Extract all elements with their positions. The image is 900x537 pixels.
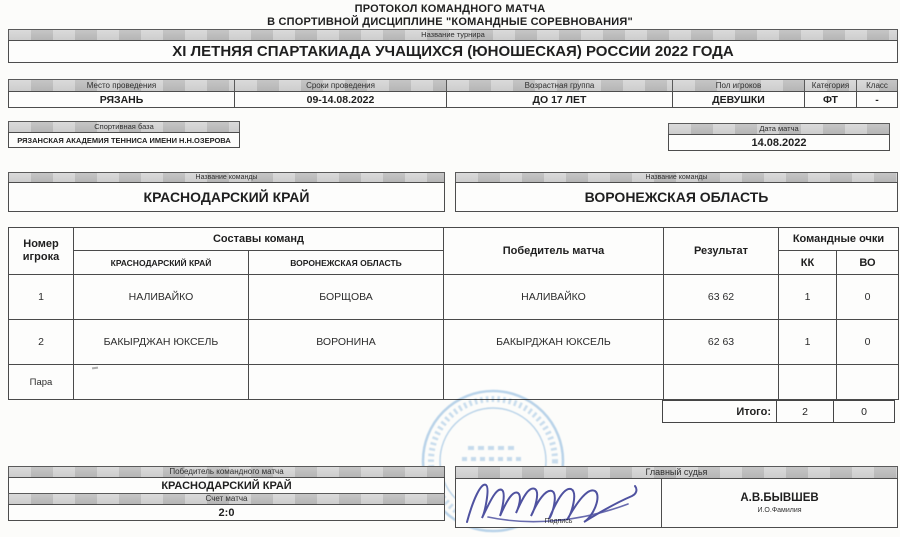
totals-row	[663, 400, 895, 423]
chief-referee-label: Главный судья	[455, 466, 898, 479]
cell-player-number: Пара	[9, 365, 74, 400]
totals-vo: 0	[833, 400, 895, 423]
cell-result: 62 63	[664, 320, 779, 365]
sports-base-label: Спортивная база	[8, 121, 240, 133]
match-score-value: 2:0	[8, 504, 445, 521]
table-header-row-1	[9, 228, 899, 251]
team-box-left	[8, 172, 445, 212]
cell-team2-player: БОРЩОВА	[249, 275, 444, 320]
cell-team1-player	[74, 365, 249, 400]
cell-vo	[837, 365, 899, 400]
table-row-match-2	[9, 320, 899, 365]
field-value: -	[856, 91, 898, 108]
cell-winner: БАКЫРДЖАН ЮКСЕЛЬ	[444, 320, 664, 365]
chief-referee-section	[455, 466, 898, 528]
col-header-kk: КК	[779, 251, 837, 275]
col-header-team-points: Командные очки	[779, 228, 899, 251]
cell-result: 63 62	[664, 275, 779, 320]
cell-kk	[779, 365, 837, 400]
cell-team1-player: БАКЫРДЖАН ЮКСЕЛЬ	[74, 320, 249, 365]
cell-winner: НАЛИВАЙКО	[444, 275, 664, 320]
cell-kk: 1	[779, 320, 837, 365]
field-category	[804, 79, 857, 108]
event-info-strip	[8, 79, 898, 108]
team-name-label: Название команды	[455, 172, 898, 183]
tournament-section	[8, 29, 898, 63]
field-value: 09-14.08.2022	[234, 91, 447, 108]
signature-caption: Подпись	[544, 518, 573, 525]
team-name-label: Название команды	[8, 172, 445, 183]
field-dates	[234, 79, 447, 108]
col-header-vo: ВО	[837, 251, 899, 275]
col-header-team1: КРАСНОДАРСКИЙ КРАЙ	[74, 251, 249, 275]
field-value: ДЕВУШКИ	[672, 91, 805, 108]
sports-base-value: РЯЗАНСКАЯ АКАДЕМИЯ ТЕННИСА ИМЕНИ Н.Н.ОЗЕРОВА	[8, 132, 240, 148]
cell-player-number: 1	[9, 275, 74, 320]
table-row-doubles	[9, 365, 899, 400]
field-label: Место проведения	[8, 79, 235, 92]
team-name-right: ВОРОНЕЖСКАЯ ОБЛАСТЬ	[455, 182, 898, 212]
results-table	[8, 227, 899, 400]
title-line-2: В СПОРТИВНОЙ ДИСЦИПЛИНЕ "КОМАНДНЫЕ СОРЕВНОВАНИЯ"	[267, 16, 633, 28]
match-date-value: 14.08.2022	[668, 134, 890, 151]
col-header-result: Результат	[664, 228, 779, 275]
col-header-team2: ВОРОНЕЖСКАЯ ОБЛАСТЬ	[249, 251, 444, 275]
field-value: РЯЗАНЬ	[8, 91, 235, 108]
totals-label: Итого:	[662, 400, 777, 423]
cell-team1-player: НАЛИВАЙКО	[74, 275, 249, 320]
field-gender	[672, 79, 805, 108]
referee-name-cell	[661, 478, 898, 528]
title-line-1: ПРОТОКОЛ КОМАНДНОГО МАТЧА	[354, 3, 546, 15]
referee-cells	[455, 478, 898, 528]
field-venue-city	[8, 79, 235, 108]
col-header-player-number: Номер игрока	[9, 228, 74, 275]
cell-vo: 0	[837, 320, 899, 365]
team-name-left: КРАСНОДАРСКИЙ КРАЙ	[8, 182, 445, 212]
field-label: Пол игроков	[672, 79, 805, 92]
tournament-name: XI ЛЕТНЯЯ СПАРТАКИАДА УЧАЩИХСЯ (ЮНОШЕСКАЯ) РОССИИ 2022 ГОДА	[8, 40, 898, 63]
col-header-rosters: Составы команд	[74, 228, 444, 251]
match-winner-label: Победитель командного матча	[8, 466, 445, 478]
field-age-group	[446, 79, 673, 108]
match-winner-value: КРАСНОДАРСКИЙ КРАЙ	[8, 477, 445, 494]
cell-player-number: 2	[9, 320, 74, 365]
tournament-label: Название турнира	[8, 29, 898, 41]
team-box-right	[455, 172, 898, 212]
match-date-box	[668, 123, 890, 151]
field-label: Категория	[804, 79, 857, 92]
match-score-label: Счет матча	[8, 493, 445, 505]
field-label: Сроки проведения	[234, 79, 447, 92]
table-row-match-1	[9, 275, 899, 320]
signature-cell	[455, 478, 662, 528]
cell-team2-player	[249, 365, 444, 400]
match-winner-section	[8, 466, 445, 521]
cell-result	[664, 365, 779, 400]
referee-name-caption: И.О.Фамилия	[757, 507, 802, 514]
field-value: ДО 17 ЛЕТ	[446, 91, 673, 108]
sports-base-box	[8, 121, 240, 148]
field-label: Класс	[856, 79, 898, 92]
field-label: Возрастная группа	[446, 79, 673, 92]
cell-winner	[444, 365, 664, 400]
field-class	[856, 79, 898, 108]
totals-kk: 2	[776, 400, 834, 423]
cell-vo: 0	[837, 275, 899, 320]
match-date-label: Дата матча	[668, 123, 890, 135]
referee-name: А.В.БЫВШЕВ	[740, 492, 819, 504]
cell-team2-player: ВОРОНИНА	[249, 320, 444, 365]
field-value: ФТ	[804, 91, 857, 108]
document-title	[0, 3, 900, 28]
cell-kk: 1	[779, 275, 837, 320]
col-header-winner: Победитель матча	[444, 228, 664, 275]
